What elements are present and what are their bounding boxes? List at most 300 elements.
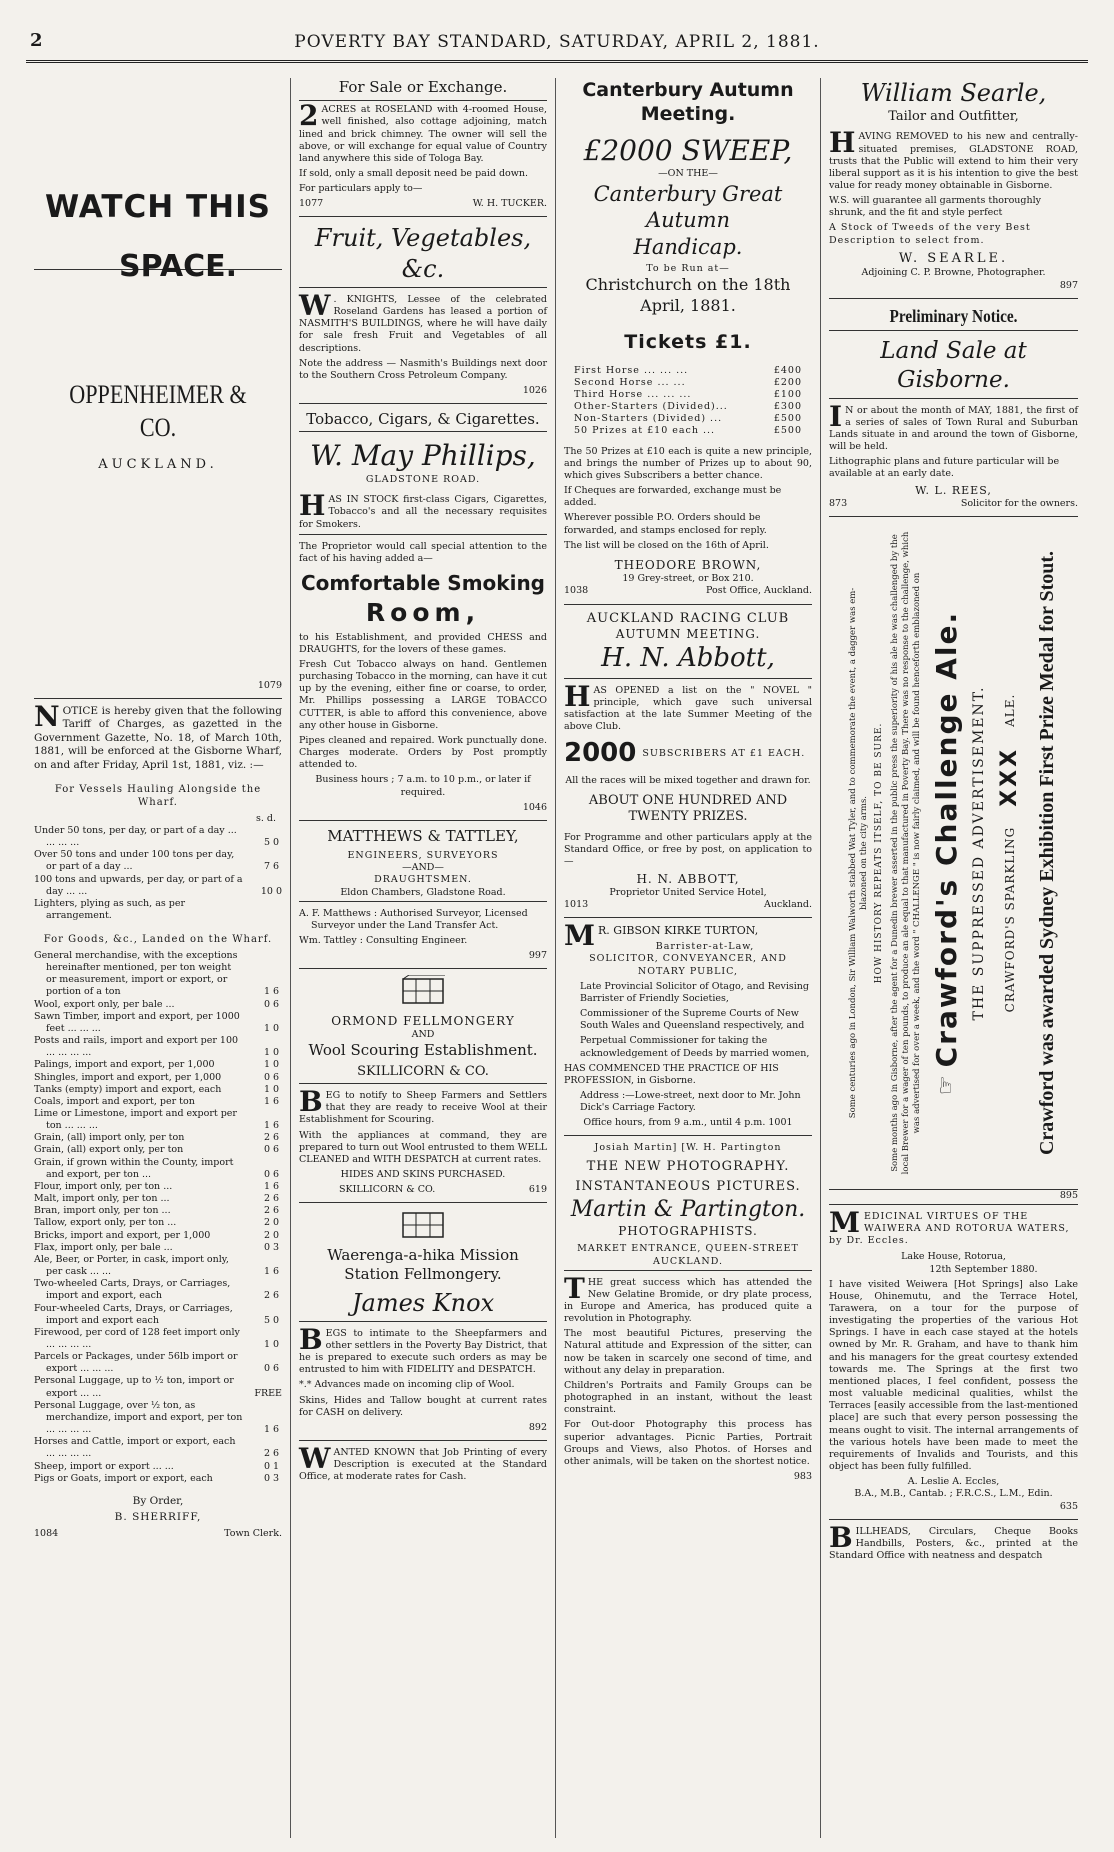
searle-ad xyxy=(829,78,1078,292)
ad-line: HAS COMMENCED THE PRACTICE OF HIS PROFESSION, in Gisborne. xyxy=(564,1062,779,1086)
ad-line: ORMOND FELLMONGERY xyxy=(331,1013,515,1028)
tariff-row xyxy=(34,1242,282,1254)
ad-line: blazoned on the city arms. xyxy=(858,795,869,910)
proprietor-name: W. May Phillips, xyxy=(310,439,536,473)
ad-paragraph: W.S. will guarantee all garments thoroughly shrunk, and the fit and style perfect xyxy=(829,195,1042,219)
item-text: Personal Luggage, up to ½ ton, import or export ... ... xyxy=(34,1375,234,1399)
tariff-row xyxy=(34,1084,282,1096)
ad-number: 1013 xyxy=(564,899,589,911)
drop-cap: M xyxy=(829,1205,861,1239)
item-text: Grain, (all) export only, per ton xyxy=(34,1144,184,1156)
ad-number: 1046 xyxy=(522,801,547,813)
proprietors: Josiah Martin] [W. H. Partington xyxy=(594,1142,782,1154)
wharf-tariff-notice xyxy=(34,700,282,1540)
drop-cap: B xyxy=(299,1085,323,1119)
column-2 xyxy=(291,78,556,1838)
prize-name: Second Horse ... ... xyxy=(574,376,686,388)
drop-cap: T xyxy=(564,1271,585,1305)
tariff-row xyxy=(34,1217,282,1229)
tickets-price: Tickets £1. xyxy=(624,331,752,354)
ad-body: ILLHEADS, Circulars, Cheque Books Handbills, Posters, &c., printed at the Standard Office with neatness and despatch xyxy=(829,1525,1078,1561)
item-charge: 1 0 xyxy=(263,1059,280,1071)
tariff-row xyxy=(34,874,282,898)
tariff-row xyxy=(34,825,282,849)
pointing-hand-icon: ☞ xyxy=(932,1075,958,1095)
xxx-mark: XXX xyxy=(996,746,1022,807)
page-number: 2 xyxy=(30,30,43,51)
ad-body: N or about the month of MAY, 1881, the first of a series of sales of Town Rural and Suburban Lands situate in and around the town of Gisborne, will be held. xyxy=(829,404,1078,453)
item-text: Flax, import only, per bale ... xyxy=(34,1241,173,1253)
item-charge: 5 0 xyxy=(263,1314,280,1326)
goods-list xyxy=(34,950,282,1485)
prize-row xyxy=(564,401,812,413)
ad-paragraph: The list will be closed on the 16th of April. xyxy=(564,539,769,551)
item-text: Firewood, per cord of 128 feet import only ... ... ... ... xyxy=(34,1326,240,1350)
ad-body: AVING REMOVED to his new and centrally-situated premises, GLADSTONE ROAD, trusts that the Public will extend to him their very liberal support as it is his intention to give the best value for ready money obtainable in Gisborne. xyxy=(829,131,1078,191)
ad-heading: INSTANTANEOUS PICTURES. xyxy=(575,1179,801,1195)
ad-paragraph: Wherever possible P.O. Orders should be forwarded, and stamps enclosed for reply. xyxy=(564,512,767,536)
signer-role: Solicitor for the owners. xyxy=(960,497,1078,509)
item-text: Over 50 tons and under 100 tons per day, or part of a day ... xyxy=(34,849,235,873)
ad-number: 1001 xyxy=(768,1117,793,1129)
tariff-row xyxy=(34,1096,282,1108)
ad-heading: Preliminary Notice. xyxy=(889,305,1018,326)
business-hours: Business hours ; 7 a.m. to 10 p.m., or later if required. xyxy=(315,774,531,798)
ad-number: 1084 xyxy=(34,1527,59,1539)
ad-paragraph: *.* Advances made on incoming clip of Wool. xyxy=(299,1379,515,1391)
signer: W. SEARLE. xyxy=(898,250,1009,266)
prize-row xyxy=(564,377,812,389)
signer: B. SHERRIFF, xyxy=(114,1511,202,1524)
item-text: Two-wheeled Carts, Drays, or Carriages, import and export, each xyxy=(34,1278,231,1302)
ad-number: 895 xyxy=(1059,1189,1078,1201)
item-charge: 2 6 xyxy=(263,1132,280,1144)
columns xyxy=(26,78,1088,1838)
oppenheimer-ad xyxy=(34,378,282,696)
turton-ad xyxy=(564,919,812,1129)
ad-body: EG to notify to Sheep Farmers and Settlers that they are ready to receive Wool at their Establishment for Scouring. xyxy=(299,1090,547,1126)
item-charge: 0 6 xyxy=(263,1363,280,1375)
item-text: Malt, import only, per ton ... xyxy=(34,1193,170,1205)
ad-paragraph: All the races will be mixed together and drawn for. xyxy=(565,774,811,786)
race-place: Christchurch on the 18th xyxy=(585,275,791,295)
sd-header: s. d. xyxy=(255,812,276,824)
ad-paragraph: The 50 Prizes at £10 each is quite a new principle, and brings the number of Prizes up to about 90, which gives Subscribers a better chance. xyxy=(564,445,812,481)
ad-paragraph: The Proprietor would call special attention to the fact of his having added a— xyxy=(299,540,547,564)
ad-heading: MATTHEWS & TATTLEY, xyxy=(327,826,519,845)
ad-paragraph: With the appliances at command, they are prepared to turn out Wool entrusted to them WELL CLEANED and WITH DESPATCH at current rates. xyxy=(299,1129,547,1165)
item-charge: 1 6 xyxy=(263,1120,280,1132)
tariff-row xyxy=(34,1436,282,1460)
address: Eldon Chambers, Gladstone Road. xyxy=(340,886,506,898)
tariff-row xyxy=(34,1461,282,1473)
ad-line: If sold, only a small deposit need be paid down. xyxy=(299,167,529,179)
signer-role: Town Clerk. xyxy=(224,1527,282,1539)
item-charge: 2 6 xyxy=(263,1193,280,1205)
tariff-row xyxy=(34,1011,282,1035)
ad-line: ENGINEERS, SURVEYORS xyxy=(347,850,499,862)
column-1 xyxy=(26,78,291,1838)
ad-paragraph: Fresh Cut Tobacco always on hand. Gentlemen purchasing Tobacco in the morning, can have it cut up by the evening, either fine or coarse, to order, Mr. Phillips possessing a LARGE TOBACCO CUTTER, is able to afford this convenience, above any other house in Gisborne. xyxy=(299,658,547,731)
crawford-ale-ad xyxy=(829,516,1078,1190)
waiwera-ad xyxy=(829,1205,1078,1513)
item-charge: 1 6 xyxy=(263,1424,280,1436)
ad-line: To be Run at— xyxy=(646,263,730,275)
ad-number: 983 xyxy=(793,1471,812,1483)
ad-body: AS IN STOCK first-class Cigars, Cigarettes, Tobacco's and all the necessary requisites for Smokers. xyxy=(299,494,547,530)
tariff-row xyxy=(34,898,282,922)
photography-ad xyxy=(564,1142,812,1483)
item-text: Sawn Timber, import and export, per 1000 feet ... ... ... xyxy=(34,1010,240,1034)
ad-number: 997 xyxy=(528,950,547,962)
ad-body: EGS to intimate to the Sheepfarmers and other settlers in the Poverty Bay District, that he is prepared to execute such orders as may be entrusted to him with FIDELITY and DESPATCH. xyxy=(299,1327,547,1376)
address: Post Office, Auckland. xyxy=(706,585,812,597)
item-charge: 0 1 xyxy=(263,1460,280,1472)
ad-paragraph: A Stock of Tweeds of the very Best Description to select from. xyxy=(829,222,1031,246)
item-text: Four-wheeled Carts, Drays, or Carriages, import and export each xyxy=(34,1302,233,1326)
item-charge: 1 6 xyxy=(263,986,280,998)
ad-number: 619 xyxy=(528,1184,547,1196)
tobacco-ad xyxy=(299,410,547,814)
notice-intro: OTICE is hereby given that the following Tariff of Charges, as gazetted in the Government Gazette, No. 18, of March 10th, 1881, will be enforced at the Gisborne Wharf, on and after Friday, April 1st, 1881, viz. :— xyxy=(34,705,282,771)
proprietor-name: James Knox xyxy=(351,1289,495,1318)
item-text: Tallow, export only, per ton ... xyxy=(34,1217,177,1229)
wool-bale-icon xyxy=(401,1209,445,1239)
item-charge: 2 0 xyxy=(263,1229,280,1241)
signer: W. H. TUCKER. xyxy=(472,198,547,210)
ad-line: Some centuries ago in London, Sir William Walworth stabbed Wat Tyler, and to commemorate the event, a dagger was em- xyxy=(847,587,858,1118)
ad-paragraph: HIDES AND SKINS PURCHASED. xyxy=(340,1169,506,1180)
ad-note: Note the address — Nasmith's Buildings next door to the Southern Cross Petroleum Company. xyxy=(299,357,547,381)
drop-cap: B xyxy=(829,1520,853,1554)
brand-name: Crawford's Challenge Ale. xyxy=(929,610,963,1068)
item-text: Lime or Limestone, import and export per ton ... ... ... xyxy=(34,1108,237,1132)
ad-line: For particulars apply to— xyxy=(299,183,423,195)
drop-cap: W xyxy=(299,288,331,322)
ad-heading: Canterbury Autumn xyxy=(582,79,794,101)
ad-line: be found henceforth emblazoned on xyxy=(911,572,922,728)
ad-heading: THE NEW PHOTOGRAPHY. xyxy=(586,1158,790,1174)
ad-line: HOW HISTORY REPEATS ITSELF, TO BE SURE. xyxy=(873,722,884,984)
ad-body: HE great success which has attended the New Gelatine Bromide, or dry plate process, in Europe and America, has produced quite a revolution in Photography. xyxy=(564,1276,812,1325)
credentials: B.A., M.B., Cantab. ; F.R.C.S., L.M., Edin. xyxy=(854,1488,1053,1500)
prize-amount: £300 xyxy=(773,401,802,413)
item-charge: 2 6 xyxy=(263,1205,280,1217)
item-charge: 1 0 xyxy=(263,1047,280,1059)
wanted-known-ad xyxy=(299,1442,547,1483)
ad-heading: Tobacco, Cigars, & Cigarettes. xyxy=(306,410,540,429)
tariff-row xyxy=(34,1278,282,1302)
ad-line: Some months ago in Gisborne, after the agent for a Dunedin brewer asserted in the public press the superiority of his ale he was xyxy=(888,613,899,1172)
item-text: Grain, if grown within the County, import and export, per ton ... xyxy=(34,1156,234,1180)
ad-paragraph: Skins, Hides and Tallow bought at current rates for CASH on delivery. xyxy=(299,1394,547,1418)
tariff-row xyxy=(34,1144,282,1156)
place: Lake House, Rotorua, xyxy=(901,1251,1006,1263)
address: 19 Grey-street, or Box 210. xyxy=(622,573,754,585)
for-sale-ad xyxy=(299,78,547,210)
tariff-row xyxy=(34,1473,282,1485)
handicap-name: Handicap. xyxy=(633,235,743,260)
item-charge: 2 6 xyxy=(263,1448,280,1460)
oppenheimer-place: AUCKLAND. xyxy=(98,456,218,472)
ad-heading: R. GIBSON KIRKE TURTON, xyxy=(598,924,759,938)
prize-amount: £400 xyxy=(773,364,802,376)
prize-row xyxy=(564,425,812,437)
ad-number: 1038 xyxy=(564,585,589,597)
masthead-title: POVERTY BAY STANDARD, SATURDAY, APRIL 2, 1881. xyxy=(294,32,820,52)
address: Address :—Lowe-street, next door to Mr. John Dick's Carriage Factory. xyxy=(580,1089,801,1114)
trade: Tailor and Outfitter, xyxy=(888,108,1019,124)
item-charge: 0 3 xyxy=(263,1241,280,1253)
item-charge: 1 6 xyxy=(263,1266,280,1278)
item-charge: 1 0 xyxy=(263,1083,280,1095)
subscriber-count: 2000 xyxy=(564,738,637,769)
proprietor-name: William Searle, xyxy=(860,79,1047,107)
item-text: Tanks (empty) import and export, each xyxy=(34,1083,222,1095)
ad-body: AS OPENED a list on the " NOVEL " principle, which gave such universal satisfaction at the late Summer Meeting of the above Club. xyxy=(564,684,812,733)
tariff-row xyxy=(34,1108,282,1132)
smoking-room-line-1: Comfortable Smoking xyxy=(300,571,545,596)
ad-line: challenged by the local Brewer for a wager of ten pounds, to produce an ale equal to that manufactured in Poverty Bay. There was xyxy=(888,534,911,1175)
goods-heading: For Goods, &c., Landed on the Wharf. xyxy=(43,934,273,946)
drop-cap: W xyxy=(299,1442,331,1476)
item-text: Grain, (all) import only, per ton xyxy=(34,1132,185,1144)
ad-line: —ON THE— xyxy=(658,168,718,180)
prize-name: Non-Starters (Divided) ... xyxy=(574,413,723,425)
tariff-row xyxy=(34,1072,282,1084)
ad-paragraph: If Cheques are forwarded, exchange must be added. xyxy=(564,485,782,509)
prize-amount: £200 xyxy=(773,376,802,388)
item-text: Wool, export only, per bale ... xyxy=(34,998,175,1010)
ad-heading: Fruit, Vegetables, &c. xyxy=(314,224,532,284)
tariff-row xyxy=(34,849,282,873)
item-text: Personal Luggage, over ½ ton, as merchandize, import and export, per ton ... ... ... ... xyxy=(34,1399,243,1436)
tariff-row xyxy=(34,1132,282,1144)
ad-paragraph: A. F. Matthews : Authorised Surveyor, Licensed Surveyor under the Land Transfer Act. xyxy=(299,907,528,931)
item-charge: 7 6 xyxy=(263,861,280,873)
ad-heading: Wool Scouring Establishment. xyxy=(308,1041,538,1060)
prize-amount: £500 xyxy=(773,413,802,425)
signer: A. Leslie A. Eccles, xyxy=(907,1476,1000,1488)
waerenga-ad xyxy=(299,1209,547,1434)
item-text: Under 50 tons, per day, or part of a day ... ... ... ... xyxy=(34,824,237,849)
ad-heading: Meeting. xyxy=(640,103,736,126)
ad-heading: EDICINAL VIRTUES OF THE WAIWERA AND ROTORUA WATERS, by Dr. Eccles. xyxy=(829,1210,1070,1247)
prize-amount: £100 xyxy=(773,388,802,400)
item-charge: 2 0 xyxy=(263,1217,280,1229)
oppenheimer-name: OPPENHEIMER & CO. xyxy=(69,380,247,443)
ad-number: 897 xyxy=(1059,279,1078,291)
ad-body: . KNIGHTS, Lessee of the celebrated Roseland Gardens has leased a portion of NASMITH'S BUILDINGS, where he will have daily for sale fresh Fruit and Vegetables of all descriptions. xyxy=(299,293,547,354)
tariff-row xyxy=(34,1375,282,1399)
prize-name: Third Horse ... ... ... xyxy=(574,388,692,400)
tariff-row xyxy=(34,1157,282,1181)
handicap-name: Canterbury Great Autumn xyxy=(593,181,783,233)
race-date: April, 1881. xyxy=(640,295,736,315)
item-text: Bricks, import and export, per 1,000 xyxy=(34,1229,211,1241)
signer: W. L. REES, xyxy=(915,483,992,497)
ad-paragraph: Children's Portraits and Family Groups can be photographed in an instant, without the least constraint. xyxy=(564,1379,812,1416)
ad-line: Commissioner of the Supreme Courts of New South Wales and Queensland respectively, and xyxy=(580,1008,805,1032)
address: Auckland. xyxy=(764,899,812,911)
watch-line-1: WATCH THIS xyxy=(45,189,271,225)
ad-line: Barrister-at-Law, xyxy=(655,941,755,953)
ad-heading: Waerenga-a-hika Mission xyxy=(327,1245,519,1264)
watch-line-2: SPACE. xyxy=(119,248,237,284)
ad-body: I have visited Weiwera [Hot Springs] also Lake House, Ohinemutu, and the Terrace Hotel, Tarawera, on a tour for the purpose of investigating the properties of the various Hot Springs. I have in each case stayed at the hotels owned by Mr. R. Graham, and have to thank him and his managers for the great courtesy extended towards me. The Springs at the first two mentioned places, I feel confident, possess the most valuable medicinal qualities, whilst the Terraces [easily accessible from the last-mentioned place] are such that every person possessing the means ought to visit. The internal arrangements of the various hotels have been made to meet the requirements of Invalids and Tourists, and this object has been fully fulfilled. xyxy=(829,1278,1078,1473)
prize-name: Other-Starters (Divided)... xyxy=(574,401,728,413)
item-charge: 1 6 xyxy=(263,1180,280,1192)
proprietor-name: H. N. Abbott, xyxy=(601,643,775,674)
item-text: Ale, Beer, or Porter, in cask, import only, per cask ... ... xyxy=(34,1253,229,1278)
ad-paragraph: The most beautiful Pictures, preserving the Natural attitude and Expression of the sitter, can now be taken in scarcely one second of time, and without any delay in preparation. xyxy=(564,1328,812,1376)
ad-body: ANTED KNOWN that Job Printing of every Description is executed at the Standard Office, at moderate rates for Cash. xyxy=(299,1447,547,1483)
billheads-ad xyxy=(829,1520,1078,1562)
column-3 xyxy=(556,78,821,1838)
wool-bale-icon xyxy=(401,975,445,1005)
tariff-row xyxy=(34,1205,282,1217)
ad-paragraph: Wm. Tattley : Consulting Engineer. xyxy=(299,934,468,946)
item-text: Sheep, import or export ... ... xyxy=(34,1460,174,1472)
matthews-tattley-ad xyxy=(299,827,547,962)
ad-paragraph: to his Establishment, and provided CHESS and DRAUGHTS, for the lovers of these games. xyxy=(299,631,547,655)
land-sale-ad xyxy=(829,305,1078,510)
ad-heading: Station Fellmongery. xyxy=(344,1264,502,1283)
address: Proprietor United Service Hotel, xyxy=(609,886,767,898)
item-charge: FREE xyxy=(254,1387,282,1399)
office-hours: Office hours, from 9 a.m., until 4 p.m. xyxy=(583,1117,766,1129)
date: 12th September 1880. xyxy=(929,1263,1038,1275)
signer: SKILLICORN & CO. xyxy=(339,1184,436,1196)
smoking-room-line-2: Room, xyxy=(365,597,481,627)
ad-number: 1026 xyxy=(522,384,547,396)
tariff-row xyxy=(34,999,282,1011)
ad-line: ALE. xyxy=(1002,693,1017,727)
signer: THEODORE BROWN, xyxy=(614,557,762,572)
prize-row xyxy=(564,389,812,401)
drop-cap: N xyxy=(34,700,60,733)
drop-cap: B xyxy=(299,1322,323,1356)
item-text: Lighters, plying as such, as per arrangement. xyxy=(34,897,186,922)
drop-cap: H xyxy=(829,126,856,160)
item-text: Coals, import and export, per ton xyxy=(34,1095,195,1107)
ad-number: 873 xyxy=(829,497,848,509)
item-text: Palings, import and export, per 1,000 xyxy=(34,1059,215,1071)
firm-name: Martin & Partington. xyxy=(570,1196,806,1222)
tariff-row xyxy=(34,1230,282,1242)
item-charge: 1 0 xyxy=(263,1022,280,1034)
ad-title: Land Sale at Gisborne. xyxy=(880,337,1027,394)
item-charge: 0 3 xyxy=(263,1472,280,1484)
item-charge: 2 6 xyxy=(263,1290,280,1302)
masthead xyxy=(26,26,1088,63)
item-charge: 1 6 xyxy=(263,1095,280,1107)
ad-paragraph: For Programme and other particulars apply at the Standard Office, or free by post, on application to— xyxy=(564,832,812,868)
ad-line: Perpetual Commissioner for taking the acknowledgement of Deeds by married women, xyxy=(580,1035,810,1059)
tariff-row xyxy=(34,1181,282,1193)
item-text: General merchandise, with the exceptions hereinafter mentioned, per ton weight or measurement, import or export, or portion of a ton xyxy=(34,949,238,998)
racing-club-ad xyxy=(564,611,812,912)
item-text: Posts and rails, import and export per 100 ... ... ... ... xyxy=(34,1035,239,1059)
drop-cap: 2 xyxy=(299,99,319,133)
tariff-row xyxy=(34,950,282,999)
road: GLADSTONE ROAD. xyxy=(365,474,481,486)
item-charge: 10 0 xyxy=(260,885,282,897)
ad-line: PHOTOGRAPHISTS. xyxy=(618,1224,758,1239)
prize-row xyxy=(564,413,812,425)
ad-line: CRAWFORD'S SPARKLING xyxy=(1002,826,1017,1013)
item-charge: 5 0 xyxy=(263,837,280,849)
ad-line: DRAUGHTSMEN. xyxy=(374,874,472,886)
item-charge: 1 0 xyxy=(263,1338,280,1350)
firm-name: SKILLICORN & CO. xyxy=(357,1064,489,1080)
ad-line: AND xyxy=(411,1029,435,1041)
prize-amount: £500 xyxy=(773,425,802,437)
by-order: By Order, xyxy=(132,1494,184,1507)
prize-line: TWENTY PRIZES. xyxy=(628,809,748,825)
prize-list xyxy=(564,365,812,438)
ormond-fellmongery-ad xyxy=(299,975,547,1196)
item-text: Shingles, import and export, per 1,000 xyxy=(34,1071,222,1083)
item-charge: 0 6 xyxy=(263,998,280,1010)
item-charge: 0 6 xyxy=(263,1168,280,1180)
tariff-row xyxy=(34,1193,282,1205)
drop-cap: M xyxy=(564,919,595,953)
tariff-row xyxy=(34,1254,282,1278)
tariff-row xyxy=(34,1400,282,1436)
item-text: 100 tons and upwards, per day, or part of a day ... ... xyxy=(34,873,243,897)
watch-this-space-ad xyxy=(34,78,282,284)
ad-heading: AUCKLAND RACING CLUB xyxy=(586,610,790,626)
tariff-row xyxy=(34,1059,282,1071)
drop-cap: H xyxy=(299,489,326,523)
item-text: Horses and Cattle, import or export, each ... ... ... ... xyxy=(34,1436,236,1460)
item-charge: 0 6 xyxy=(263,1071,280,1083)
prize-name: First Horse ... ... ... xyxy=(574,364,689,376)
tariff-row xyxy=(34,1303,282,1327)
ad-heading: THE SUPPRESSED ADVERTISEMENT. xyxy=(969,685,986,1021)
column-4 xyxy=(821,78,1086,1838)
prize-row xyxy=(564,365,812,377)
ad-number: 635 xyxy=(1059,1500,1078,1512)
tariff-row xyxy=(34,1035,282,1059)
item-text: Flour, import only, per ton ... xyxy=(34,1180,173,1192)
ad-number: 1079 xyxy=(257,679,282,691)
item-text: Bran, import only, per ton ... xyxy=(34,1205,171,1217)
prize-line: ABOUT ONE HUNDRED AND xyxy=(588,792,788,808)
drop-cap: H xyxy=(564,679,591,713)
ad-number: 1077 xyxy=(299,198,324,210)
ad-heading: AUTUMN MEETING. xyxy=(615,627,761,642)
vessels-heading: For Vessels Hauling Alongside the Wharf. xyxy=(54,784,262,808)
ad-number: 892 xyxy=(528,1421,547,1433)
ad-paragraph: Pipes cleaned and repaired. Work punctually done. Charges moderate. Orders by Post promptly attended to. xyxy=(299,734,547,771)
tariff-row xyxy=(34,1351,282,1375)
ad-paragraph: Lithographic plans and future particular will be available at an early date. xyxy=(829,456,1060,480)
prize-name: 50 Prizes at £10 each ... xyxy=(574,425,716,437)
drop-cap: I xyxy=(829,399,843,433)
ad-line: —AND— xyxy=(402,862,444,874)
item-charge: 0 6 xyxy=(263,1144,280,1156)
fruit-ad xyxy=(299,223,547,397)
ad-heading: For Sale or Exchange. xyxy=(338,78,508,96)
sweep-amount: £2000 SWEEP, xyxy=(583,133,793,167)
ad-body: ACRES at ROSELAND with 4-roomed House, well finished, also cottage adjoining, match lined and brick chimney. The owner will sell the above, or will exchange for equal value of Country land anywhere this side of Tologa Bay. xyxy=(299,104,547,164)
address: MARKET ENTRANCE, QUEEN-STREET AUCKLAND. xyxy=(577,1243,799,1267)
vessels-list xyxy=(34,825,282,922)
item-text: Parcels or Packages, under 56lb import or export ... ... ... xyxy=(34,1351,238,1375)
signer: H. N. ABBOTT, xyxy=(636,871,740,886)
